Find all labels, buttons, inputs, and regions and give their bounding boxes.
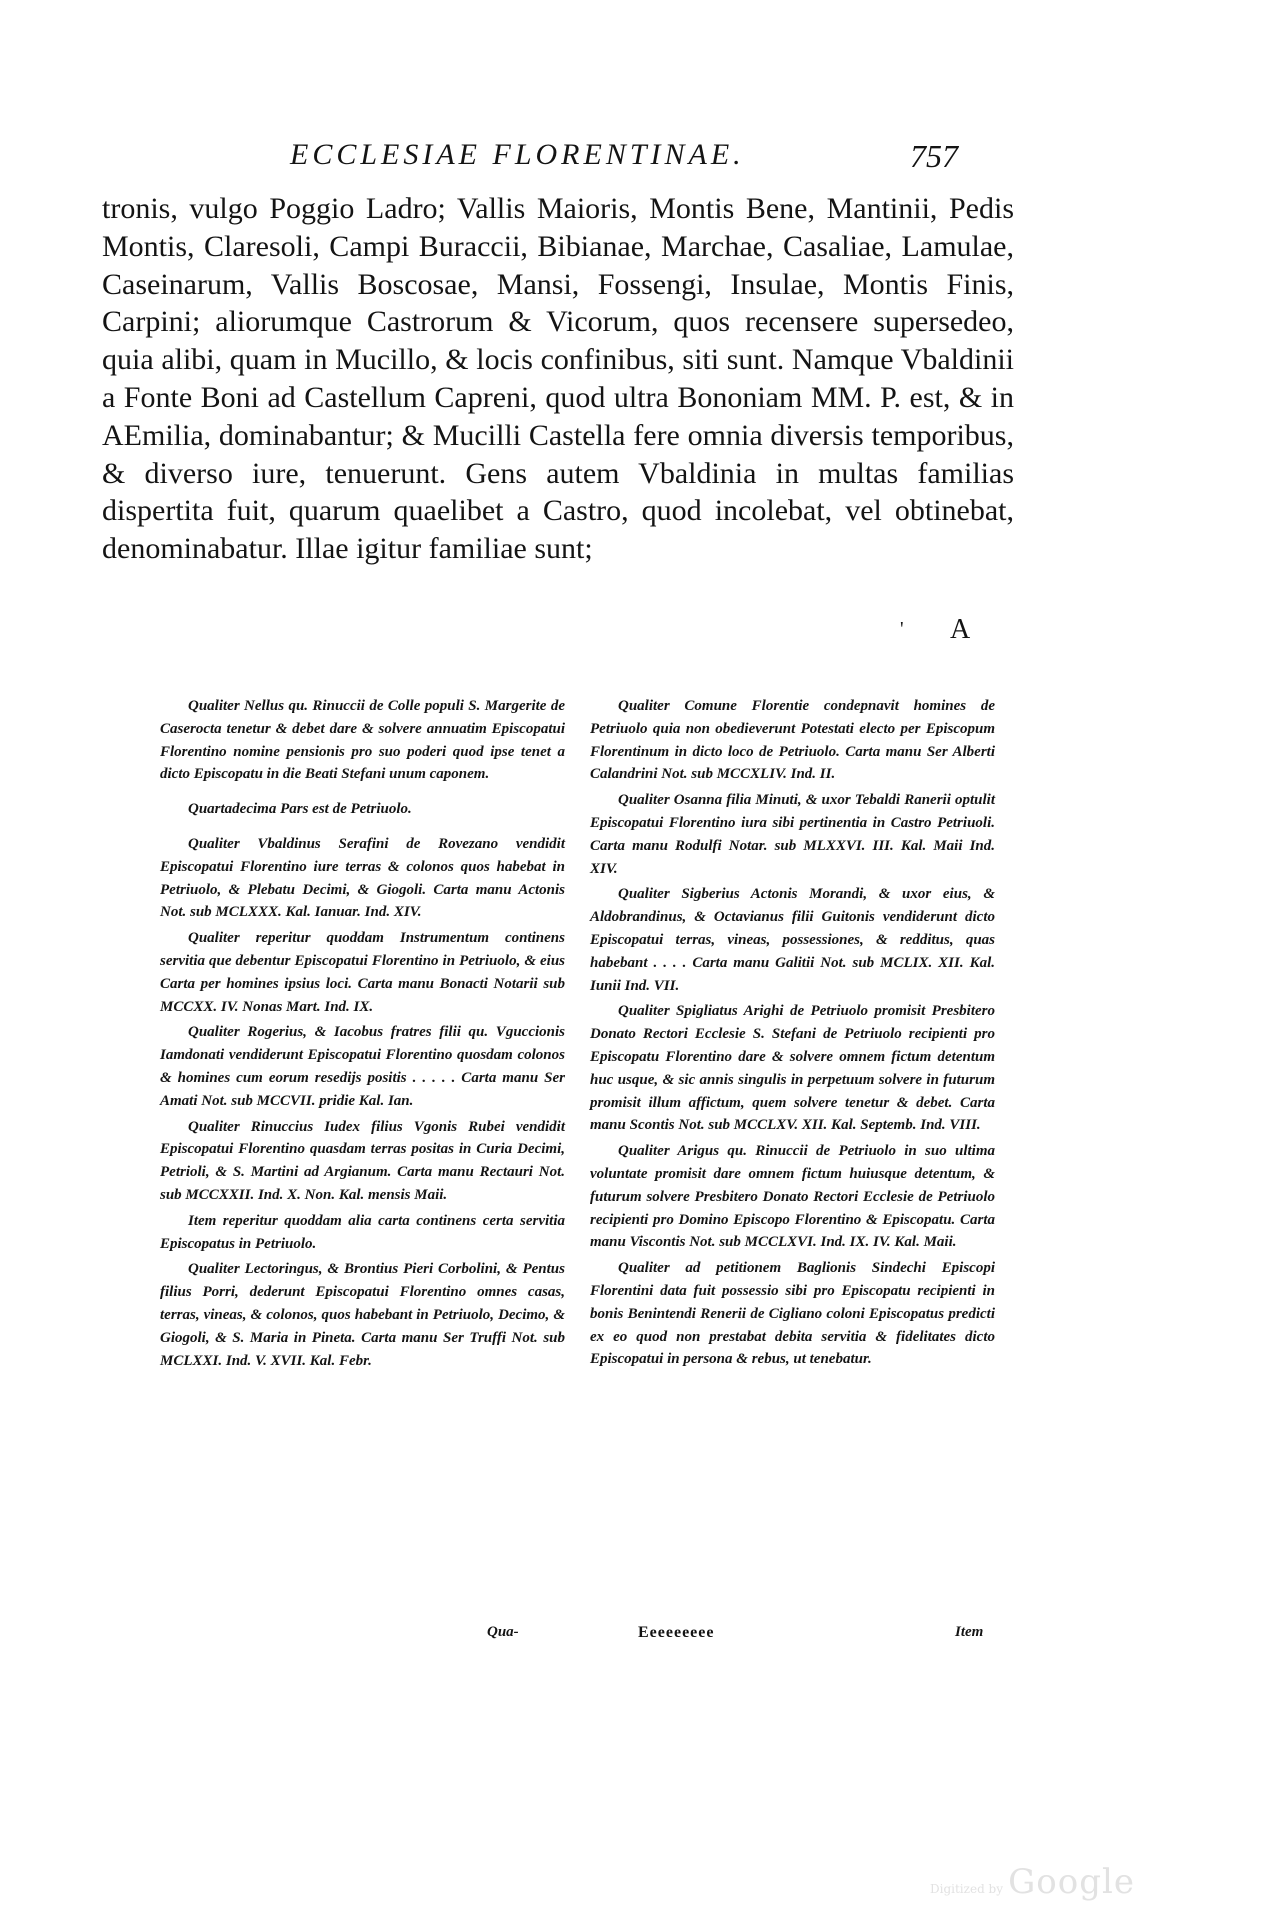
catchword: A	[950, 614, 971, 645]
entry: Qualiter Nellus qu. Rinuccii de Colle populi S. Margerite de Caserocta tenetur & debet dare & solvere annuatim Episcopatui Florentino nomine pensionis pro suo poderi quod ipse tenet a dicto Episcopatu in die Beati Stefani unum caponem.	[160, 698, 565, 783]
left-column	[160, 695, 565, 1375]
watermark-prefix: Digitized by	[930, 1882, 1004, 1896]
entry: Qualiter Spigliatus Arighi de Petriuolo promisit Presbitero Donato Rectori Ecclesie S. Stefani de Petriuolo recipienti pro Episcopatu Florentino dare & solvere omnem fictum detentum huc usque, & sic annis singulis in perpetuum solvere in futurum promisit illum affictum, quem solvere tenetur & debet. Carta manu Scontis Not. sub MCCLXV. XII. Kal. Septemb. Ind. VIII.	[590, 1003, 995, 1134]
catchword-left: Qua-	[487, 1624, 519, 1640]
page-number: 757	[910, 138, 958, 174]
main-paragraph: tronis, vulgo Poggio Ladro; Vallis Maioris, Montis Bene, Mantinii, Pedis Montis, Claresoli, Campi Buraccii, Bibianae, Marchae, Casaliae, Lamulae, Caseinarum, Vallis Boscosae, Mansi, Fossengi, Insulae, Montis Finis, Carpini; aliorumque Castrorum & Vicorum, quos recensere supersedeo, quia alibi, quam in Mucillo, & locis confinibus, siti sunt. Namque Vbaldinii a Fonte Boni ad Castellum Capreni, quod ultra Bononiam MM. P. est, & in AEmilia, dominabantur; & Mucilli Castella fere omnia diversis temporibus, & diverso iure, tenuerunt. Gens autem Vbaldinia in multas familias dispertita fuit, quarum quaelibet a Castro, quod incolebat, vel obtinebat, denominabatur. Illae igitur familiae sunt;	[102, 192, 1014, 566]
tick-mark: '	[900, 618, 904, 640]
entry: Qualiter Osanna filia Minuti, & uxor Tebaldi Ranerii optulit Episcopatui Florentino iura sibi pertinentia in Castro Petriuoli. Carta manu Rodulfi Notar. sub MLXXVI. III. Kal. Maii Ind. XIV.	[590, 792, 995, 877]
entry: Qualiter Arigus qu. Rinuccii de Petriuolo in suo ultima voluntate promisit dare omnem fictum huiusque detentum, & futurum solvere Presbitero Donato Rectori Ecclesie de Petriuolo recipienti pro Domino Episcopo Florentino & Episcopatu. Carta manu Viscontis Not. sub MCCLXVI. Ind. IX. IV. Kal. Maii.	[590, 1143, 995, 1251]
signature-mark: Eeeeeeeee	[638, 1624, 715, 1641]
entry: Item reperitur quoddam alia carta continens certa servitia Episcopatus in Petriuolo.	[160, 1212, 565, 1252]
running-title: ECCLESIAE FLORENTINAE.	[290, 138, 745, 171]
entry: Qualiter Vbaldinus Serafini de Rovezano vendidit Episcopatui Florentino iure terras & colonos quos habebat in Petriuolo, & Plebatu Decimi, & Giogoli. Carta manu Actonis Not. sub MCLXXX. Kal. Ianuar. Ind. XIV.	[160, 835, 565, 921]
watermark-logo: Google	[1008, 1862, 1135, 1902]
entry: Qualiter Rogerius, & Iacobus fratres filii qu. Vguccionis Iamdonati vendiderunt Episcopatui Florentino quosdam colonos & homines cum eorum resedijs positis . . . . . Carta manu Ser Amati Not. sub MCCVII. pridie Kal. Ian.	[160, 1024, 565, 1109]
section-heading: Quartadecima Pars est de Petriuolo.	[188, 801, 412, 818]
right-column	[590, 695, 995, 1374]
entry: Qualiter reperitur quoddam Instrumentum continens servitia que debentur Episcopatui Florentino in Petriuolo, & eius Carta per homines ipsius loci. Carta manu Bonacti Notarii sub MCCXX. IV. Nonas Mart. Ind. IX.	[160, 930, 565, 1015]
digitized-watermark	[930, 1862, 1135, 1902]
entry: Qualiter ad petitionem Baglionis Sindechi Episcopi Florentini data fuit possessio sibi pro Episcopatu recipienti in bonis Benintendi Renerii de Cigliano coloni Episcopatus predicti ex eo quod non prestabat debita servitia & fidelitates dicto Episcopatui in persona & rebus, ut tenebatur.	[590, 1260, 995, 1368]
entry: Qualiter Comune Florentie condepnavit homines de Petriuolo quia non obedieverunt Potestati electo per Episcopum Florentinum in dicto loco de Petriuolo. Carta manu Ser Alberti Calandrini Not. sub MCCXLIV. Ind. II.	[590, 698, 995, 783]
main-text-block	[102, 190, 1014, 568]
catchword-right: Item	[955, 1624, 984, 1640]
entry: Qualiter Sigberius Actonis Morandi, & uxor eius, & Aldobrandinus, & Octavianus filii Guitonis vendiderunt dicto Episcopatui terras, vineas, possessiones, & redditus, quas habebant . . . . Carta manu Galitii Not. sub MCLIX. XII. Kal. Iunii Ind. VII.	[590, 886, 995, 994]
entry: Qualiter Lectoringus, & Brontius Pieri Corbolini, & Pentus filius Porri, dederunt Episcopatui Florentino omnes casas, terras, vineas, & colonos, quos habebant in Petriuolo, Decimo, & Giogoli, & S. Maria in Pineta. Carta manu Ser Truffi Not. sub MCLXXI. Ind. V. XVII. Kal. Febr.	[160, 1261, 565, 1369]
entry: Qualiter Rinuccius Iudex filius Vgonis Rubei vendidit Episcopatui Florentino quasdam terras positas in Curia Decimi, Petrioli, & S. Martini ad Argianum. Carta manu Rectauri Not. sub MCCXXII. Ind. X. Non. Kal. mensis Maii.	[160, 1118, 565, 1203]
